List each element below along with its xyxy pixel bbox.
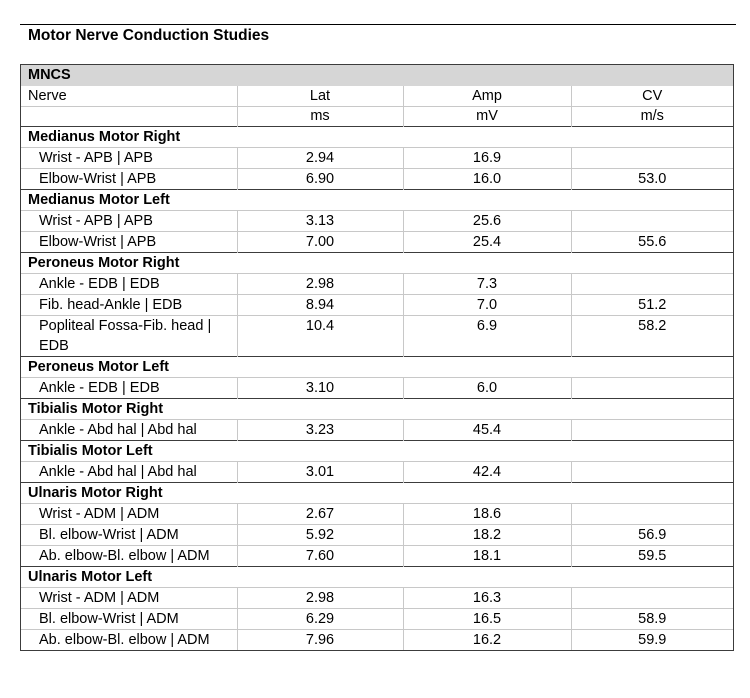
- header-lat: Lat: [237, 86, 403, 107]
- cv-cell: [571, 211, 733, 232]
- group-title: Ulnaris Motor Left: [21, 567, 733, 588]
- unit-nerve: [21, 107, 237, 127]
- mncs-table: [21, 65, 733, 650]
- amp-cell: 25.6: [403, 211, 571, 232]
- table-row: [21, 148, 733, 169]
- site-cell: Wrist - APB | APB: [21, 148, 237, 169]
- amp-cell: 16.9: [403, 148, 571, 169]
- cv-cell: 59.5: [571, 546, 733, 567]
- group-row: [21, 127, 733, 148]
- lat-cell: 7.60: [237, 546, 403, 567]
- mncs-table-container: [20, 64, 734, 651]
- lat-cell: 5.92: [237, 525, 403, 546]
- group-title: Tibialis Motor Left: [21, 441, 733, 462]
- site-cell: Ankle - EDB | EDB: [21, 274, 237, 295]
- table-row: [21, 525, 733, 546]
- lat-cell: 10.4: [237, 316, 403, 357]
- site-cell: Ankle - Abd hal | Abd hal: [21, 462, 237, 483]
- amp-cell: 7.3: [403, 274, 571, 295]
- unit-cv: m/s: [571, 107, 733, 127]
- amp-cell: 25.4: [403, 232, 571, 253]
- amp-cell: 18.1: [403, 546, 571, 567]
- table-row: [21, 504, 733, 525]
- lat-cell: 2.94: [237, 148, 403, 169]
- cv-cell: 59.9: [571, 630, 733, 651]
- lat-cell: 6.29: [237, 609, 403, 630]
- amp-cell: 42.4: [403, 462, 571, 483]
- group-title: Ulnaris Motor Right: [21, 483, 733, 504]
- table-row: [21, 378, 733, 399]
- group-title: Peroneus Motor Right: [21, 253, 733, 274]
- cv-cell: [571, 588, 733, 609]
- group-row: [21, 399, 733, 420]
- site-cell: Elbow-Wrist | APB: [21, 232, 237, 253]
- site-cell: Bl. elbow-Wrist | ADM: [21, 609, 237, 630]
- amp-cell: 6.0: [403, 378, 571, 399]
- amp-cell: 16.0: [403, 169, 571, 190]
- lat-cell: 2.98: [237, 588, 403, 609]
- table-row: [21, 462, 733, 483]
- units-row: [21, 107, 733, 127]
- site-cell: Ab. elbow-Bl. elbow | ADM: [21, 630, 237, 651]
- cv-cell: 58.9: [571, 609, 733, 630]
- group-row: [21, 190, 733, 211]
- lat-cell: 7.96: [237, 630, 403, 651]
- cv-cell: [571, 378, 733, 399]
- table-row: [21, 295, 733, 316]
- site-cell: Ankle - EDB | EDB: [21, 378, 237, 399]
- table-row: [21, 274, 733, 295]
- cv-cell: [571, 420, 733, 441]
- lat-cell: 7.00: [237, 232, 403, 253]
- site-cell: Wrist - APB | APB: [21, 211, 237, 232]
- unit-lat: ms: [237, 107, 403, 127]
- table-row: [21, 169, 733, 190]
- group-row: [21, 483, 733, 504]
- table-row: [21, 232, 733, 253]
- amp-cell: 6.9: [403, 316, 571, 357]
- cv-cell: 55.6: [571, 232, 733, 253]
- lat-cell: 8.94: [237, 295, 403, 316]
- lat-cell: 6.90: [237, 169, 403, 190]
- cv-cell: [571, 504, 733, 525]
- table-row: [21, 630, 733, 651]
- cv-cell: 56.9: [571, 525, 733, 546]
- lat-cell: 3.10: [237, 378, 403, 399]
- lat-cell: 3.23: [237, 420, 403, 441]
- site-cell: Elbow-Wrist | APB: [21, 169, 237, 190]
- header-row: [21, 86, 733, 107]
- site-cell: Ab. elbow-Bl. elbow | ADM: [21, 546, 237, 567]
- cv-cell: [571, 462, 733, 483]
- unit-amp: mV: [403, 107, 571, 127]
- site-cell: Wrist - ADM | ADM: [21, 588, 237, 609]
- amp-cell: 16.2: [403, 630, 571, 651]
- amp-cell: 16.3: [403, 588, 571, 609]
- mncs-table-body: [21, 65, 733, 650]
- table-row: [21, 546, 733, 567]
- amp-cell: 18.2: [403, 525, 571, 546]
- table-caption: MNCS: [21, 65, 733, 86]
- section-title: Motor Nerve Conduction Studies: [28, 27, 270, 44]
- cv-cell: [571, 148, 733, 169]
- amp-cell: 18.6: [403, 504, 571, 525]
- header-cv: CV: [571, 86, 733, 107]
- amp-cell: 45.4: [403, 420, 571, 441]
- site-cell: Wrist - ADM | ADM: [21, 504, 237, 525]
- top-rule: [20, 24, 736, 25]
- table-row: [21, 609, 733, 630]
- lat-cell: 3.01: [237, 462, 403, 483]
- cv-cell: [571, 274, 733, 295]
- lat-cell: 2.98: [237, 274, 403, 295]
- site-cell: Fib. head-Ankle | EDB: [21, 295, 237, 316]
- group-row: [21, 253, 733, 274]
- table-caption-row: [21, 65, 733, 86]
- site-cell: Popliteal Fossa-Fib. head | EDB: [21, 316, 237, 357]
- site-cell: Ankle - Abd hal | Abd hal: [21, 420, 237, 441]
- lat-cell: 3.13: [237, 211, 403, 232]
- cv-cell: 51.2: [571, 295, 733, 316]
- group-title: Medianus Motor Right: [21, 127, 733, 148]
- group-row: [21, 567, 733, 588]
- amp-cell: 7.0: [403, 295, 571, 316]
- cv-cell: 53.0: [571, 169, 733, 190]
- amp-cell: 16.5: [403, 609, 571, 630]
- lat-cell: 2.67: [237, 504, 403, 525]
- group-title: Medianus Motor Left: [21, 190, 733, 211]
- group-row: [21, 441, 733, 462]
- header-amp: Amp: [403, 86, 571, 107]
- group-row: [21, 357, 733, 378]
- cv-cell: 58.2: [571, 316, 733, 357]
- header-nerve: Nerve: [28, 88, 67, 104]
- group-title: Tibialis Motor Right: [21, 399, 733, 420]
- table-row: [21, 420, 733, 441]
- table-row: [21, 588, 733, 609]
- table-row: [21, 316, 733, 357]
- site-cell: Bl. elbow-Wrist | ADM: [21, 525, 237, 546]
- group-title: Peroneus Motor Left: [21, 357, 733, 378]
- table-row: [21, 211, 733, 232]
